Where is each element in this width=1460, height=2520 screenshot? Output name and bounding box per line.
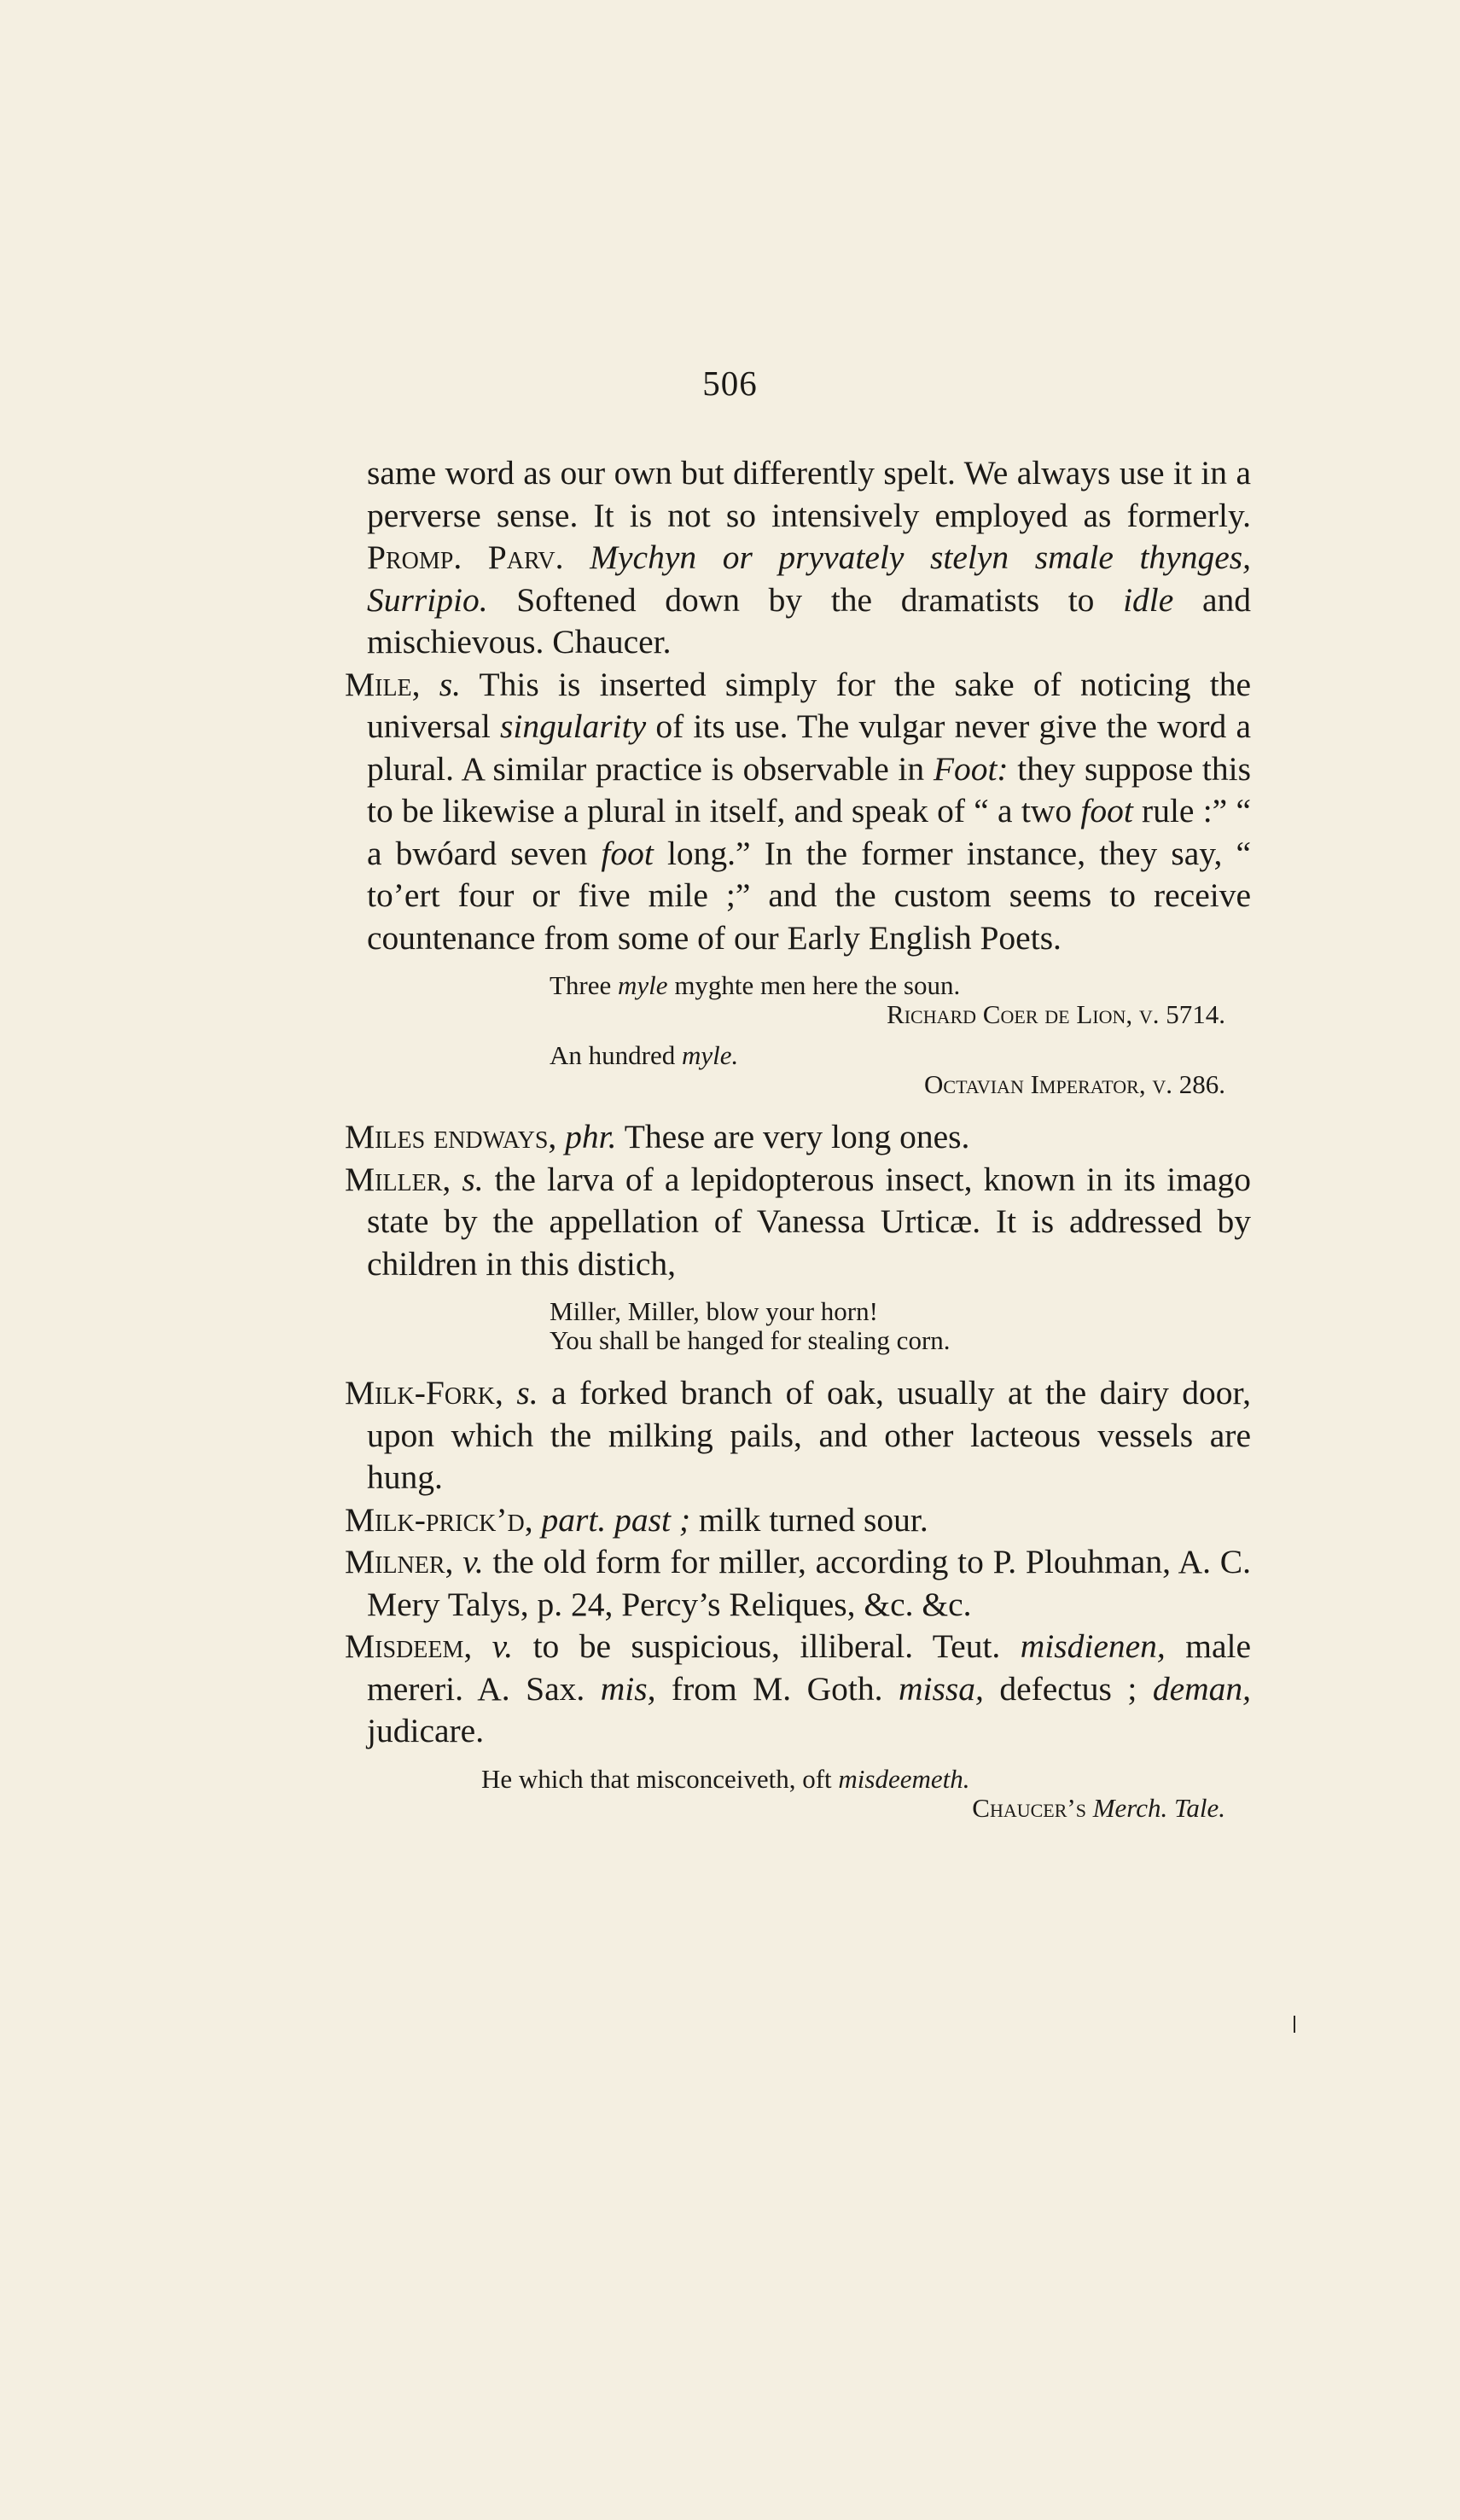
quote-source: Octavian Imperator, v. 286. bbox=[924, 1069, 1225, 1099]
headword: Milk-Fork, bbox=[345, 1374, 503, 1411]
entry-miller: Miller, s. the larva of a lepidopterous insect, known in its imago state by the appellation of Vanessa Urticæ. It is addressed by children in this distich, bbox=[345, 1160, 1251, 1283]
verse-line: You shall be hanged for stealing corn. bbox=[550, 1325, 951, 1355]
quotation-block bbox=[345, 1765, 1251, 1823]
continued-paragraph: same word as our own but differently spelt. We always use it in a perverse sense. It is not so intensively employed as formerly. Promp. Parv. Mychyn or pryvately stelyn smale thynges, Surripio. Softened down by the dramatists to idle and mischievous. Chaucer. bbox=[367, 454, 1251, 661]
quote-line: He which that misconceiveth, oft misdeemeth. bbox=[481, 1763, 970, 1794]
entry-miles-endways: Miles endways, phr. These are very long ones. bbox=[345, 1118, 970, 1155]
quote-source: Richard Coer de Lion, v. 5714. bbox=[887, 999, 1225, 1029]
verse-line: Miller, Miller, blow your horn! bbox=[550, 1296, 878, 1326]
quotation-block bbox=[345, 971, 1251, 1099]
entry-milk-fork: Milk-Fork, s. a forked branch of oak, usually at the dairy door, upon which the milking pails, and other lacteous vessels are hung. bbox=[345, 1374, 1252, 1496]
part-of-speech: part. past ; bbox=[541, 1500, 691, 1539]
quote-line: Three myle myghte men here the soun. bbox=[550, 970, 961, 1000]
distich bbox=[345, 1297, 1251, 1355]
quote-line: An hundred myle. bbox=[550, 1040, 739, 1070]
quote-source: Chaucer’s Merch. Tale. bbox=[972, 1792, 1225, 1823]
quoted-gloss: Mychyn or pryvately stelyn smale thynges, Surripio. bbox=[367, 538, 1251, 619]
headword: Milner, bbox=[345, 1543, 454, 1580]
main-text bbox=[345, 452, 1251, 1823]
part-of-speech: phr. bbox=[565, 1118, 617, 1155]
entry-mile: Mile, s. This is inserted simply for the sake of noticing the universal singularity of its use. The vulgar never give the word a plural. A similar practice is observable in Foot: they suppose this to be likewise a plural in itself, and speak of “ a two foot rule :” “ a bwóard seven foot long.” In the former instance, they say, “ to’ert four or five mile ;” and the custom seems to receive countenance from some of our Early English Poets. bbox=[345, 665, 1252, 957]
page-number: 506 bbox=[702, 364, 758, 403]
part-of-speech: s. bbox=[420, 665, 462, 703]
source-reference: Promp. Parv. bbox=[367, 538, 564, 576]
headword: Mile, bbox=[345, 665, 421, 703]
entry-milner: Milner, v. the old form for miller, according to P. Plouhman, A. C. Mery Talys, p. 24, Percy’s Reliques, &c. &c. bbox=[345, 1543, 1251, 1623]
headword: Miller, bbox=[345, 1160, 451, 1198]
margin-mark bbox=[1294, 2016, 1295, 2033]
part-of-speech: s. bbox=[451, 1160, 484, 1198]
part-of-speech: v. bbox=[453, 1543, 484, 1580]
headword: Misdeem, bbox=[345, 1627, 473, 1665]
headword: Miles endways, bbox=[345, 1118, 557, 1155]
part-of-speech: s. bbox=[503, 1374, 538, 1411]
part-of-speech: v. bbox=[472, 1627, 514, 1665]
entry-misdeem: Misdeem, v. to be suspicious, illiberal. Teut. misdienen, male mereri. A. Sax. mis, from M. Goth. missa, defectus ; deman, judicare. bbox=[345, 1627, 1252, 1749]
entry-milk-pricked: Milk-prick’d, part. past ; milk turned sour. bbox=[345, 1500, 928, 1539]
headword: Milk-prick’d, bbox=[345, 1500, 533, 1539]
